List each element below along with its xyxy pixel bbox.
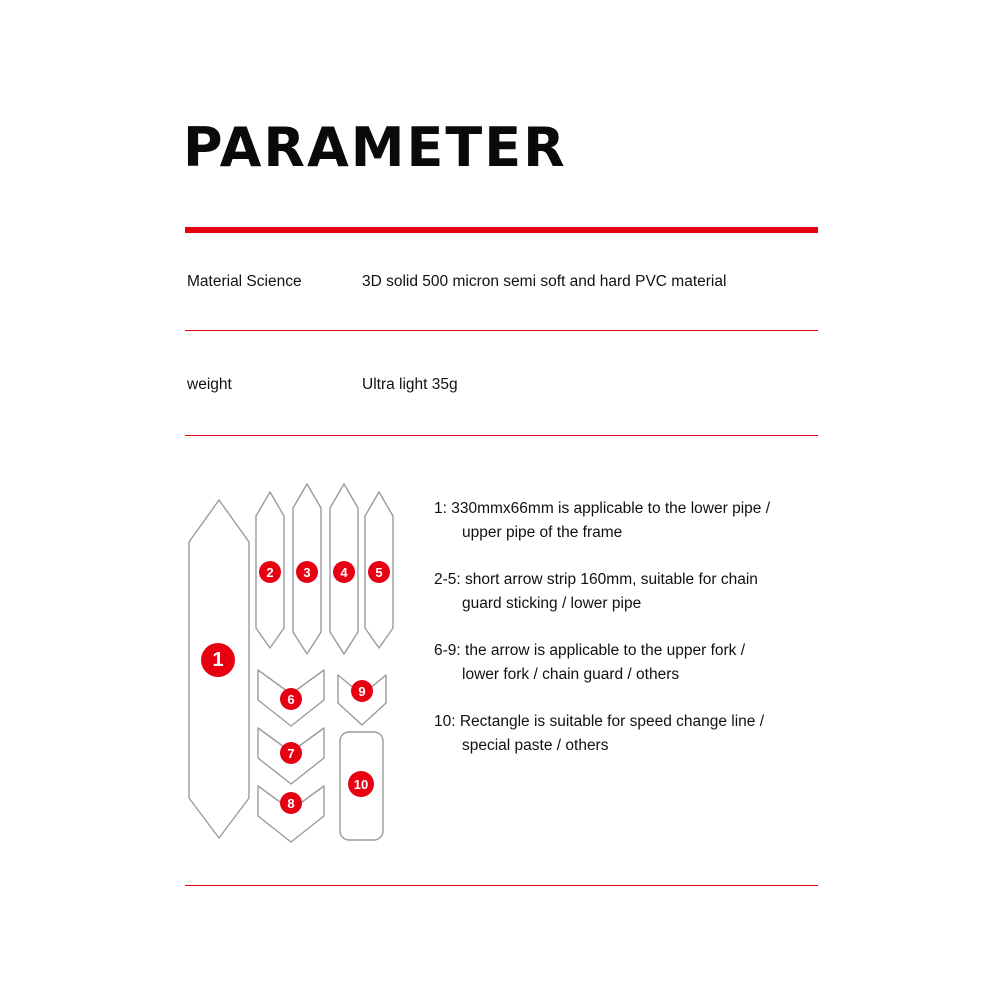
note-item-3 — [434, 639, 879, 687]
note-line: special paste / others — [462, 737, 609, 754]
note-line: 1: 330mmx66mm is applicable to the lower pipe / — [434, 500, 770, 517]
page-title: PARAMETER — [183, 116, 567, 179]
spec-row-weight — [187, 376, 818, 394]
number-badge-9: 9 — [351, 680, 373, 702]
row-divider — [185, 330, 818, 331]
spec-label-material: Material Science — [187, 273, 302, 290]
number-badge-1: 1 — [201, 643, 235, 677]
spec-value-weight: Ultra light 35g — [362, 376, 458, 393]
spec-row-material — [187, 273, 818, 291]
number-badge-6: 6 — [280, 688, 302, 710]
spec-value-material: 3D solid 500 micron semi soft and hard PVC material — [362, 273, 727, 290]
note-line: lower fork / chain guard / others — [462, 666, 680, 683]
note-line: upper pipe of the frame — [462, 524, 623, 541]
note-line: 2-5: short arrow strip 160mm, suitable for chain — [434, 571, 758, 588]
spec-label-weight: weight — [187, 376, 232, 393]
number-badge-3: 3 — [296, 561, 318, 583]
note-item-2 — [434, 568, 879, 616]
note-line: 6-9: the arrow is applicable to the upper fork / — [434, 642, 746, 659]
note-line: 10: Rectangle is suitable for speed change line / — [434, 713, 765, 730]
number-badge-7: 7 — [280, 742, 302, 764]
number-badge-2: 2 — [259, 561, 281, 583]
number-badge-10: 10 — [348, 771, 374, 797]
row-divider — [185, 435, 818, 436]
note-line: guard sticking / lower pipe — [462, 595, 642, 612]
notes-list — [434, 497, 879, 781]
note-item-4 — [434, 710, 879, 758]
number-badge-4: 4 — [333, 561, 355, 583]
number-badge-8: 8 — [280, 792, 302, 814]
bottom-divider — [185, 885, 818, 886]
number-badge-5: 5 — [368, 561, 390, 583]
note-item-1 — [434, 497, 879, 545]
sticker-diagram — [185, 480, 435, 850]
title-underline — [185, 227, 818, 233]
